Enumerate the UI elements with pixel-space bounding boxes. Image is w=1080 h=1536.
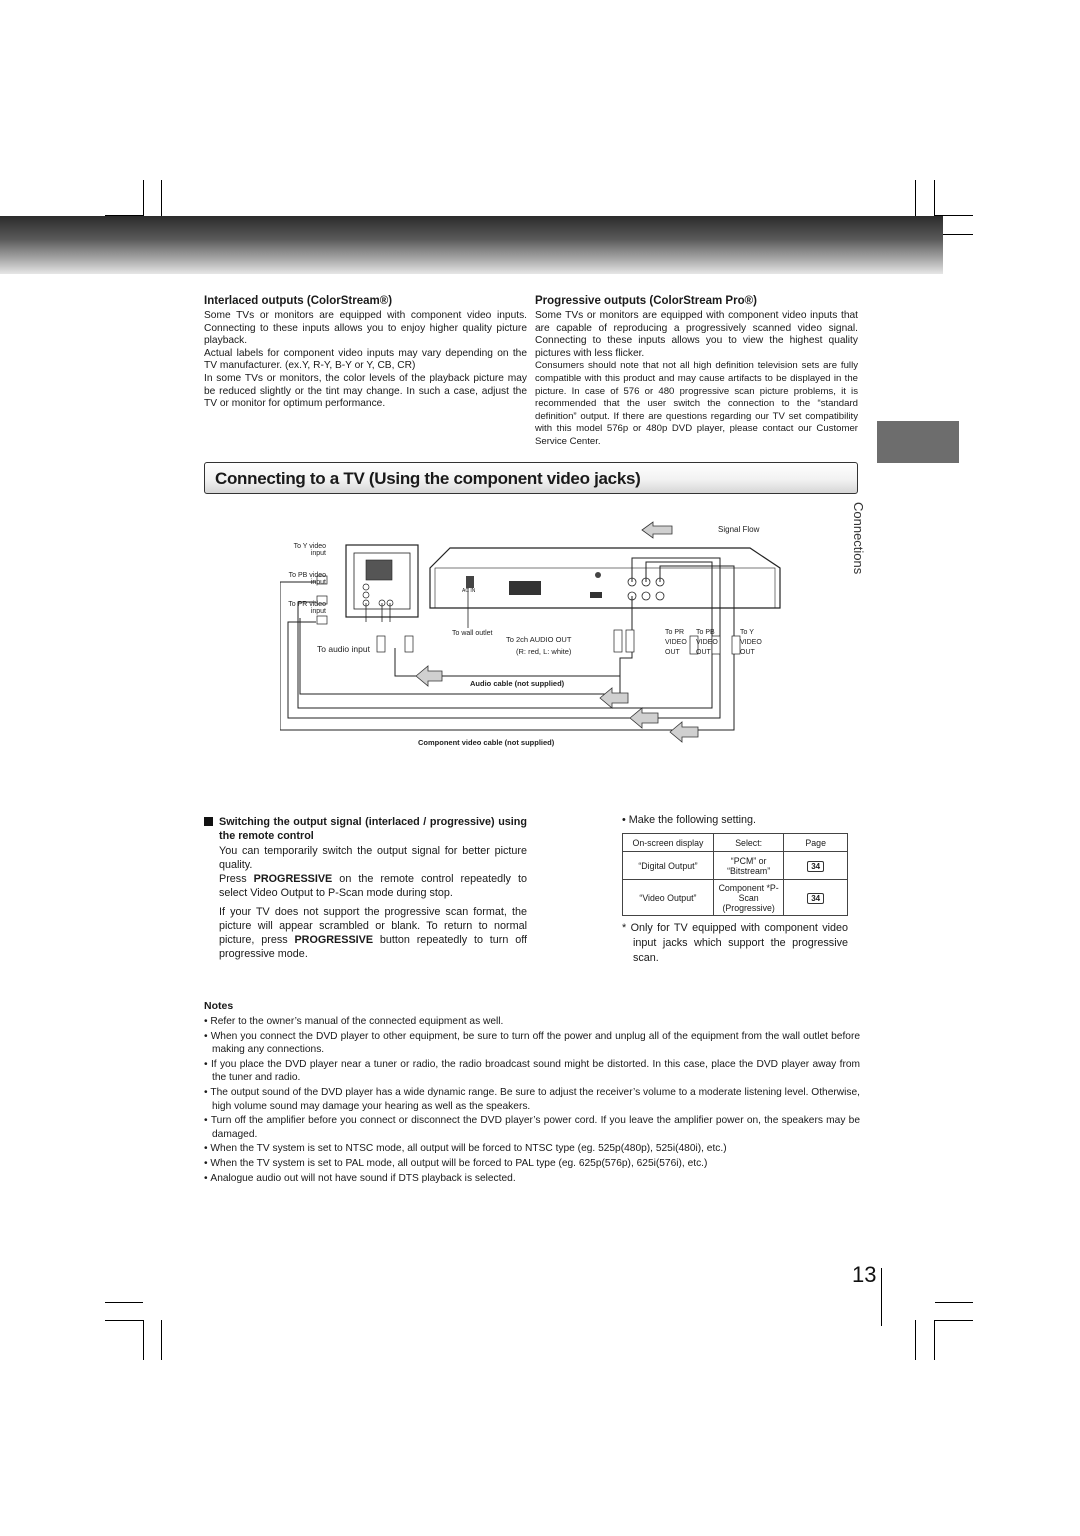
progressive-heading: Progressive outputs (ColorStream Pro®) xyxy=(535,295,757,307)
section-title: Connecting to a TV (Using the component video jacks) xyxy=(215,469,641,488)
signal-flow-label: Signal Flow xyxy=(718,525,760,534)
audio-out-jack xyxy=(642,592,650,600)
progressive-paragraph: Consumers should note that not all high definition television sets are fully compatible with this product and may cause artifacts to be displayed in the picture. In case of 576 or 480 progressive scan picture problems, it is recommended that the user switch the connection to the “standard definition” output. If there are questions regarding our TV set compatibility with this model 576p or 480p DVD player, please contact our Customer Service Center. xyxy=(535,360,858,447)
setting-footnote: * Only for TV equipped with component video input jacks which support the progressive scan. xyxy=(622,922,849,964)
list-item: • When the TV system is set to PAL mode, all output will be forced to PAL type (eg. 625p(576p), 625i(576i), etc.) xyxy=(204,1157,708,1169)
header-band xyxy=(0,216,943,274)
settings-table xyxy=(622,833,848,916)
side-label: Connections xyxy=(851,502,866,575)
list-item: • Turn off the amplifier before you connect or disconnect the DVD player’s power cord. If you leave the amplifier power on, the speakers may be damaged. xyxy=(204,1115,860,1140)
audio-cable-label: Audio cable (not supplied) xyxy=(470,679,565,688)
dvd-player-body xyxy=(430,548,780,608)
page-ref-badge: 34 xyxy=(807,861,824,872)
tv-label-pb: To PB video input xyxy=(288,572,326,586)
tv-panel xyxy=(366,560,392,580)
tv-label-y: To Y video input xyxy=(293,543,326,557)
rca-plug xyxy=(405,636,413,652)
interlaced-paragraph: Some TVs or monitors are equipped with component video inputs. Connecting to these inputs allows you to enjoy higher quality picture playback. xyxy=(204,310,527,347)
list-item: • When you connect the DVD player to other equipment, be sure to turn off the power and unplug all of the equipment from the wall outlet before making any connections. xyxy=(204,1030,860,1056)
list-item: • Refer to the owner’s manual of the connected equipment as well. xyxy=(204,1016,504,1027)
signal-flow-arrow xyxy=(642,522,672,538)
flow-arrow xyxy=(600,688,628,708)
audio-out-jack xyxy=(656,592,664,600)
list-item: • If you place the DVD player near a tuner or radio, the radio broadcast sound might be distorted. In this case, place the DVD player away from the tuner and radio. xyxy=(204,1058,861,1084)
to-2ch-audio-label: To 2ch AUDIO OUT xyxy=(506,635,572,644)
dvd-connector xyxy=(509,581,541,595)
rca-plug xyxy=(317,616,327,624)
switching-section xyxy=(204,815,527,961)
audio-colors-label: (R: red, L: white) xyxy=(516,647,572,656)
interlaced-heading: Interlaced outputs (ColorStream®) xyxy=(204,295,393,307)
dvd-port xyxy=(590,592,602,598)
jack-label-y: To Y VIDEO OUT xyxy=(740,629,762,656)
notes-list xyxy=(204,1015,860,1185)
flow-arrow xyxy=(630,708,658,728)
page-ref-badge: 34 xyxy=(807,893,824,904)
list-item: • The output sound of the DVD player has a wide dynamic range. Be sure to adjust the receiver’s volume to a moderate listening level. Otherwise, high volume sound may damage your hearing as well as the speakers. xyxy=(204,1086,860,1112)
tv-jack xyxy=(363,584,369,590)
component-cable-label: Component video cable (not supplied) xyxy=(418,738,555,747)
list-item: • Analogue audio out will not have sound if DTS playback is selected. xyxy=(204,1172,516,1184)
rca-plug xyxy=(614,630,622,652)
rca-plug xyxy=(377,636,385,652)
table-header-row: On-screen display Select: Page xyxy=(623,834,848,852)
notes-title: Notes xyxy=(204,1000,234,1012)
section-title-box xyxy=(204,462,858,494)
interlaced-paragraph: Actual labels for component video inputs may vary depending on the TV manufacturer. (ex.Y, R-Y, B-Y or Y, CB, CR) xyxy=(204,347,527,372)
flow-arrow xyxy=(670,722,698,742)
to-wall-outlet-label: To wall outlet xyxy=(452,630,493,637)
progressive-paragraph: Some TVs or monitors are equipped with component video inputs that are capable of reproducing a progressively scanned video signal. Connecting to these inputs allows you to view the highest quality pictures with less flicker. xyxy=(535,310,858,359)
tv-label-pr: To PR video input xyxy=(288,601,326,615)
section-tab xyxy=(877,421,959,463)
jack-label-pr: To PR VIDEO OUT xyxy=(665,629,687,656)
ac-in-label: AC IN xyxy=(462,588,476,594)
page-number: 13 xyxy=(852,1262,877,1287)
rca-plug xyxy=(732,636,740,654)
setting-intro: • Make the following setting. xyxy=(622,814,757,826)
switching-paragraph: If your TV does not support the progressive scan format, the picture will appear scrambled or blank. To return to normal picture, press PROGRESSIVE button repeatedly to turn off progressive mode. xyxy=(219,906,528,960)
ac-in-jack xyxy=(466,576,474,588)
switching-paragraph: Press PROGRESSIVE on the remote control repeatedly to select Video Output to P-Scan mode during stop. xyxy=(219,873,527,899)
square-bullet-icon xyxy=(204,817,213,826)
switching-paragraph: You can temporarily switch the output signal for better picture quality. xyxy=(219,845,527,871)
dvd-jack xyxy=(595,572,601,578)
progressive-section xyxy=(535,295,858,449)
to-audio-input-label: To audio input xyxy=(317,644,370,654)
interlaced-paragraph: In some TVs or monitors, the color levels of the playback picture may be reduced slightly or the tint may change. In such a case, adjust the TV or monitor for optimum performance. xyxy=(204,372,527,410)
table-row: “Video Output” Component *P-Scan (Progressive) 34 xyxy=(623,880,848,916)
flow-arrow xyxy=(416,666,442,686)
rca-plug xyxy=(626,630,634,652)
tv-jack xyxy=(363,592,369,598)
setting-section xyxy=(622,814,848,966)
table-row: “Digital Output” “PCM” or “Bitstream” 34 xyxy=(623,852,848,880)
interlaced-section xyxy=(204,295,527,411)
jack-label-pb: To PB VIDEO OUT xyxy=(696,629,718,656)
list-item: • When the TV system is set to NTSC mode, all output will be forced to NTSC type (eg. 525p(480p), 525i(480i), etc.) xyxy=(204,1143,727,1155)
switching-heading: Switching the output signal (interlaced / progressive) using the remote control xyxy=(219,816,527,842)
notes-section xyxy=(204,1000,860,1186)
connection-diagram xyxy=(280,518,800,754)
